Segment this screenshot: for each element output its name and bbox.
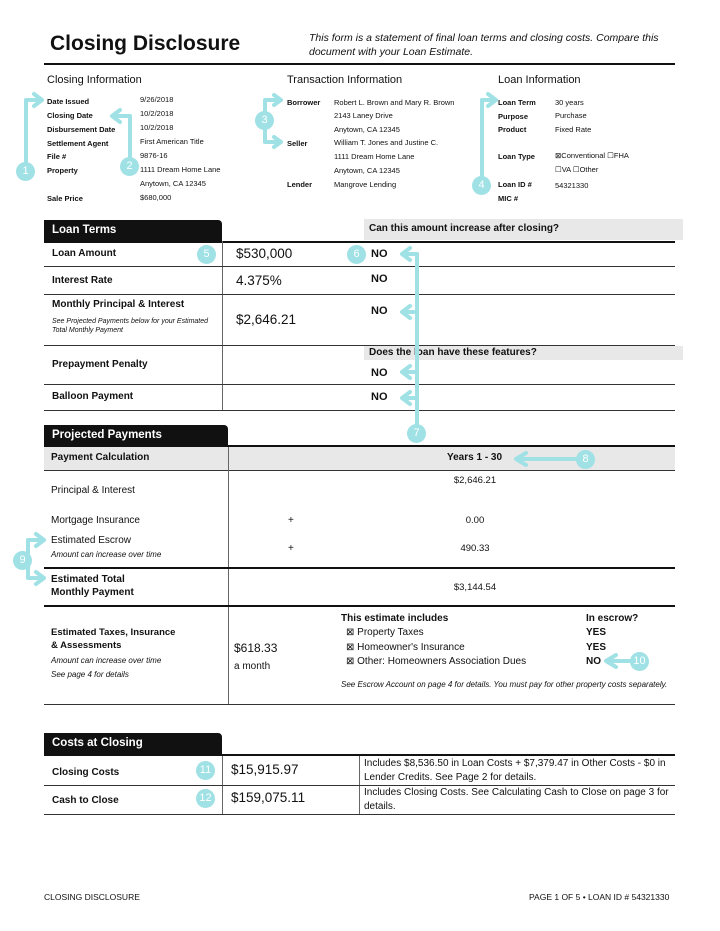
callout-badge-1: 1: [16, 162, 35, 181]
interest-rate-answer: NO: [371, 273, 388, 285]
closing-costs-value: $15,915.97: [231, 762, 299, 777]
callout-badge-9: 9: [13, 551, 32, 570]
mic-label: MIC #: [498, 194, 519, 203]
escrow-footnote: See Escrow Account on page 4 for details. You must pay for other property costs separately.: [341, 680, 668, 689]
monthly-pi-value: $2,646.21: [236, 312, 297, 327]
seller-label: Seller: [287, 139, 308, 148]
total-label2: Monthly Payment: [51, 587, 134, 598]
lender-value: Mangrove Lending: [334, 180, 397, 189]
cash-to-close-note: Includes Closing Costs. See Calculating Cash to Close on page 3 for details.: [364, 787, 669, 812]
mi-plus: +: [288, 515, 294, 526]
callout-line-1: [26, 100, 40, 162]
callout-badge-5: 5: [197, 245, 216, 264]
borrower-line1: Robert L. Brown and Mary R. Brown: [334, 98, 455, 107]
page-title: Closing Disclosure: [50, 32, 241, 55]
borrower-line2: 2143 Laney Drive: [334, 111, 393, 120]
balloon-answer: NO: [371, 391, 388, 403]
seller-line2: 1111 Dream Home Lane: [334, 152, 415, 161]
cash-to-close-value: $159,075.11: [231, 790, 306, 805]
callout-badge-4: 4: [472, 176, 491, 195]
file-value: 9876-16: [140, 151, 168, 160]
seller-line1: William T. Jones and Justine C.: [334, 138, 439, 147]
taxes-period: a month: [234, 661, 271, 672]
footer-right: PAGE 1 OF 5 • LOAN ID # 54321330: [529, 892, 670, 902]
purpose-value: Purchase: [555, 111, 587, 120]
callout-badge-7: 7: [407, 424, 426, 443]
total-value: $3,144.54: [453, 582, 497, 593]
lender-label: Lender: [287, 180, 313, 189]
prepayment-label: Prepayment Penalty: [52, 359, 148, 370]
disbursement-value: 10/2/2018: [140, 123, 174, 132]
sale-price-label: Sale Price: [47, 194, 83, 203]
agent-value: First American Title: [140, 137, 204, 146]
callout-badge-12: 12: [196, 789, 215, 808]
loan-type-label: Loan Type: [498, 152, 535, 161]
item-homeowners-insurance: ⊠ Homeowner's Insurance: [346, 642, 465, 653]
callout-badge-3: 3: [255, 111, 274, 130]
loan-id-label: Loan ID #: [498, 180, 532, 189]
in-escrow-header: In escrow?: [586, 613, 639, 624]
pi-label: Principal & Interest: [51, 485, 135, 496]
disbursement-label: Disbursement Date: [47, 125, 116, 134]
loan-term-label: Loan Term: [498, 98, 536, 107]
loan-id-value: 54321330: [555, 181, 589, 190]
sale-price-value: $680,000: [140, 193, 172, 202]
item-property-taxes: ⊠ Property Taxes: [346, 627, 424, 638]
taxes-note1: Amount can increase over time: [51, 656, 162, 665]
closing-costs-note: Includes $8,536.50 in Loan Costs + $7,379.47 in Other Costs - $0 in Lender Credits. See Page 2 for details.: [364, 758, 666, 783]
closing-date-label: Closing Date: [47, 111, 93, 120]
loan-info-header: Loan Information: [498, 74, 581, 86]
borrower-label: Borrower: [287, 98, 321, 107]
loan-type-line1: ⊠Conventional ☐FHA: [555, 151, 629, 160]
cash-to-close-label: Cash to Close: [52, 795, 119, 806]
product-value: Fixed Rate: [555, 125, 592, 134]
projected-header: Projected Payments: [44, 425, 228, 446]
taxes-note2: See page 4 for details: [51, 670, 129, 679]
loan-type-line2: ☐VA ☐Other: [555, 165, 599, 174]
loan-term-value: 30 years: [555, 98, 584, 107]
prepayment-answer: NO: [371, 367, 388, 379]
question2: Does the loan have these features?: [369, 347, 537, 358]
interest-rate-value: 4.375%: [236, 273, 282, 288]
item-hoa-dues: ⊠ Other: Homeowners Association Dues: [346, 656, 527, 667]
callout-badge-2: 2: [120, 157, 139, 176]
callout-badge-8: 8: [576, 450, 595, 469]
product-label: Product: [498, 125, 527, 134]
mi-value: 0.00: [465, 515, 485, 526]
total-label1: Estimated Total: [51, 574, 125, 585]
interest-rate-label: Interest Rate: [52, 275, 113, 286]
pi-value: $2,646.21: [453, 475, 497, 486]
loan-amount-label: Loan Amount: [52, 248, 117, 259]
property-label: Property: [47, 166, 78, 175]
item-homeowners-insurance-answer: YES: [586, 642, 607, 653]
agent-label: Settlement Agent: [47, 139, 109, 148]
escrow-note: Amount can increase over time: [51, 550, 162, 559]
escrow-plus: +: [288, 543, 294, 554]
callout-badge-6: 6: [347, 245, 366, 264]
file-label: File #: [47, 152, 67, 161]
item-hoa-dues-answer: NO: [586, 656, 601, 667]
callout-badge-10: 10: [630, 652, 649, 671]
question1: Can this amount increase after closing?: [369, 223, 560, 234]
taxes-label1: Estimated Taxes, Insurance: [51, 627, 176, 638]
footer-left: CLOSING DISCLOSURE: [44, 892, 140, 902]
mi-label: Mortgage Insurance: [51, 515, 140, 526]
escrow-label: Estimated Escrow: [51, 535, 132, 546]
years-label: Years 1 - 30: [447, 452, 503, 463]
monthly-pi-answer: NO: [371, 305, 388, 317]
date-issued-value: 9/26/2018: [140, 95, 174, 104]
loan-amount-answer: NO: [371, 248, 388, 260]
includes-header: This estimate includes: [341, 613, 449, 624]
taxes-label2: & Assessments: [51, 640, 122, 651]
purpose-label: Purpose: [498, 112, 529, 121]
costs-header: Costs at Closing: [44, 733, 222, 754]
seller-line3: Anytown, CA 12345: [334, 166, 400, 175]
property-line2: Anytown, CA 12345: [140, 179, 206, 188]
property-line1: 1111 Dream Home Lane: [140, 165, 221, 174]
monthly-pi-note: See Projected Payments below for your Estimated Total Monthly Payment: [52, 318, 209, 334]
callout-arrows-3: [274, 95, 281, 147]
item-property-taxes-answer: YES: [586, 627, 607, 638]
callout-badge-11: 11: [196, 761, 215, 780]
balloon-label: Balloon Payment: [52, 391, 134, 402]
transaction-info-header: Transaction Information: [287, 74, 403, 86]
borrower-line3: Anytown, CA 12345: [334, 125, 400, 134]
loan-amount-value: $530,000: [236, 246, 293, 261]
date-issued-label: Date Issued: [47, 97, 90, 106]
closing-costs-label: Closing Costs: [52, 767, 120, 778]
closing-date-value: 10/2/2018: [140, 109, 174, 118]
taxes-amount: $618.33: [234, 641, 278, 655]
payment-calc-label: Payment Calculation: [51, 452, 150, 463]
callout-line-4: [482, 100, 494, 180]
loan-terms-header: Loan Terms: [44, 220, 222, 241]
callout-line-2: [114, 116, 130, 157]
escrow-value: 490.33: [460, 543, 490, 554]
monthly-pi-label: Monthly Principal & Interest: [52, 299, 185, 310]
closing-info-header: Closing Information: [47, 74, 142, 86]
intro-text: This form is a statement of final loan terms and closing costs. Compare this document with your Loan Estimate.: [309, 32, 659, 58]
callout-arrows-7: [402, 248, 410, 404]
